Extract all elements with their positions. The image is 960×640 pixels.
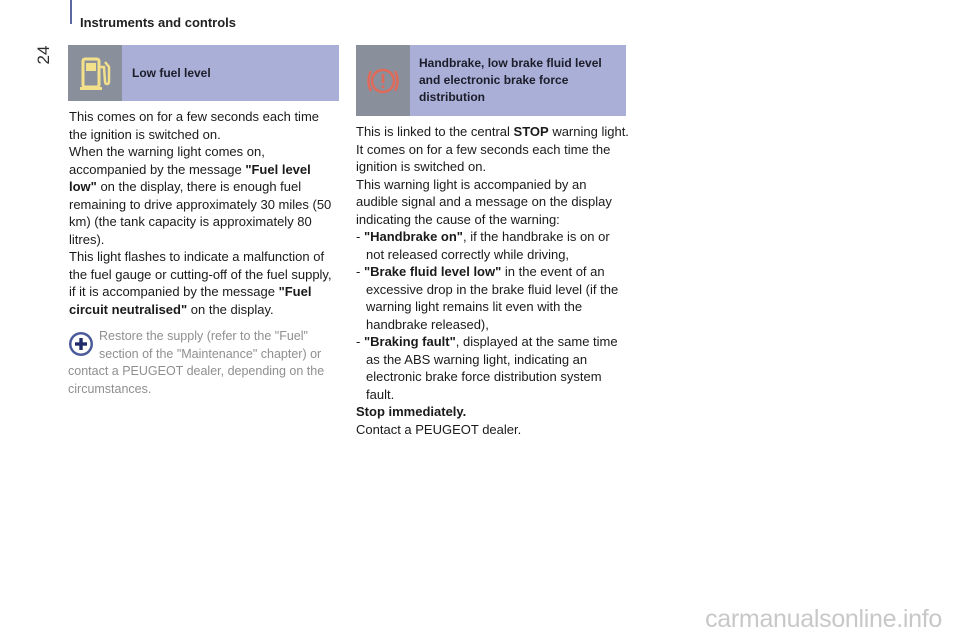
text: When the warning light comes on, accompanied by the message (69, 144, 265, 177)
paragraph (69, 143, 339, 248)
section-title: Instruments and controls (80, 15, 237, 30)
brake-header (356, 45, 626, 116)
note-text: Restore the supply (refer to the "Fuel" section of the "Maintenance" chapter) or contact a PEUGEOT dealer, depending on the circumstances. (68, 329, 325, 396)
paragraph: This comes on for a few seconds each time the ignition is switched on. (69, 109, 320, 142)
text: on the display. (187, 301, 274, 317)
low-fuel-header (68, 45, 339, 101)
fuel-pump-icon (68, 45, 122, 101)
stop-immediately: Stop immediately. (356, 404, 467, 419)
paragraph: This warning light is accompanied by an audible signal and a message on the display indicating the cause of the warning: (356, 176, 612, 227)
low-fuel-title: Low fuel level (132, 65, 211, 80)
message-handbrake-on: "Handbrake on" (363, 229, 463, 244)
list-item (356, 263, 630, 333)
dash: - (356, 264, 364, 279)
text: in the event of an excessive drop in the brake fluid level (if the warning light remains lit even with the handbrake released), (366, 264, 619, 332)
dash: - (356, 229, 364, 244)
list-item (356, 228, 630, 263)
watermark: carmanualsonline.info (705, 605, 942, 633)
brake-warning-icon (356, 45, 410, 116)
plus-icon (68, 331, 94, 357)
list-item (356, 333, 630, 403)
text: This light flashes to indicate a malfunction of the fuel gauge or cutting-off of the fuel supply, if it is accompanied by the message (69, 249, 332, 299)
message-fuel-level-low: "Fuel level low" (69, 161, 311, 194)
text: , if the handbrake is on or not released correctly while driving, (366, 229, 610, 262)
message-fuel-circuit-neutralised: "Fuel circuit neutralised" (69, 284, 312, 317)
note (68, 328, 340, 398)
text: , displayed at the same time as the ABS warning light, indicating an electronic brake force distribution system fault. (366, 334, 618, 402)
text: warning light. (548, 124, 629, 139)
contact-dealer: Contact a PEUGEOT dealer. (356, 421, 522, 437)
brake-body (356, 123, 630, 438)
paragraph (69, 248, 339, 318)
text: This is linked to the central (356, 124, 514, 139)
paragraph: It comes on for a few seconds each time the ignition is switched on. (356, 141, 611, 174)
page-number: 24 (34, 45, 53, 65)
dash: - (356, 334, 364, 349)
paragraph (356, 123, 630, 141)
low-fuel-body (69, 108, 339, 318)
message-braking-fault: "Braking fault" (363, 334, 456, 349)
brake-title: Handbrake, low brake fluid level and electronic brake force distribution (419, 56, 602, 104)
text: on the display, there is enough fuel remaining to drive approximately 30 miles (50 km) (the tank capacity is approximately 80 litres). (69, 179, 332, 247)
message-brake-fluid-low: "Brake fluid level low" (363, 264, 502, 279)
margin-rule (70, 0, 72, 24)
stop-label: STOP (513, 124, 549, 139)
